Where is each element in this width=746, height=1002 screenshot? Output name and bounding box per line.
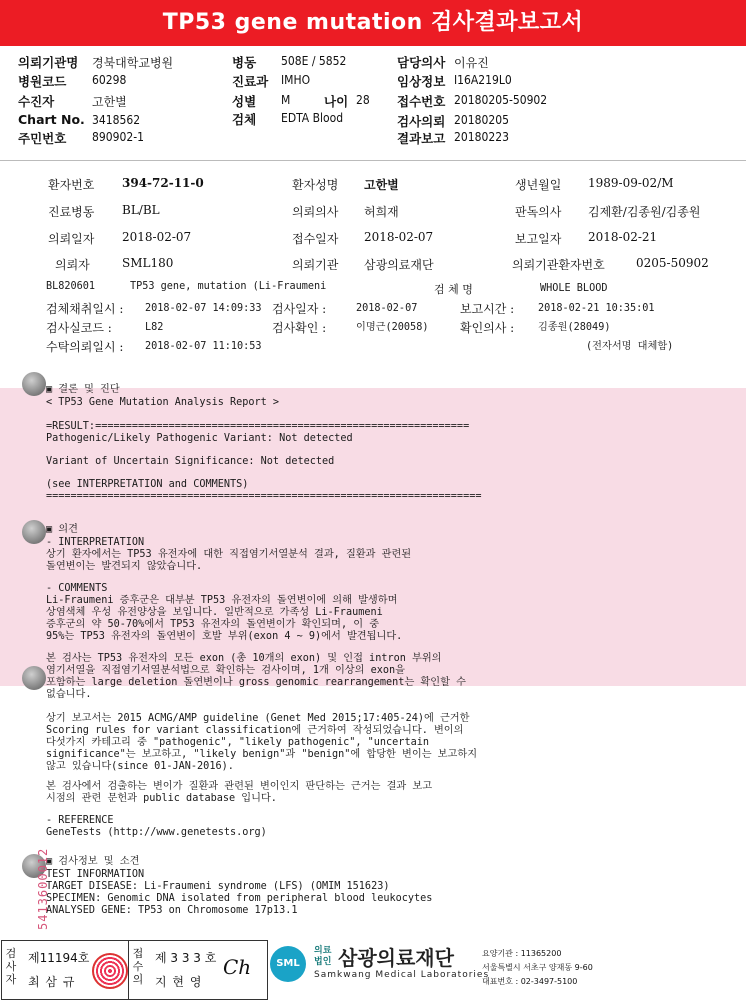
inspector-license: 제11194호: [28, 951, 90, 965]
confirm-key: 검사확인 :: [272, 321, 327, 335]
org-prefix: 의료법인: [314, 946, 332, 967]
consign-value: 2018-02-07 11:10:53: [145, 341, 262, 352]
body-line: GeneTests (http://www.genetests.org): [46, 827, 267, 838]
receipt-date-key: 접수일자: [292, 232, 339, 246]
vertical-document-number: 5413600012: [36, 847, 50, 930]
result-line: Variant of Uncertain Significance: Not detected: [46, 456, 335, 467]
report-date-key: 보고일자: [515, 232, 562, 246]
esign-note: (전자서명 대체함): [586, 341, 674, 352]
header-value: 890902-1: [92, 130, 144, 144]
header-key: 진료과: [232, 74, 269, 89]
header-value: 이유진: [454, 56, 489, 70]
contact-line: 서울특별시 서초구 양재동 9-60: [482, 963, 593, 972]
test-name: TP53 gene, mutation (Li-Fraumeni: [130, 281, 327, 292]
report-date-value: 2018-02-21: [588, 230, 658, 244]
punch-hole: [22, 372, 46, 396]
report-time-key: 보고시간 :: [460, 302, 515, 316]
lab-code-key: 검사실코드 :: [46, 321, 112, 335]
header-key: 성별: [232, 94, 257, 109]
header-value: 508E / 5852: [281, 54, 347, 68]
body-line: 염기서열을 직접염기서열분석법으로 확인하는 검사이며, 1개 이상의 exon을: [46, 665, 405, 676]
body-line: 시점의 관련 문헌과 public database 입니다.: [46, 793, 277, 804]
requester-value: SML180: [122, 256, 174, 270]
test-code: BL820601: [46, 281, 96, 292]
inspector-seal: [92, 953, 128, 989]
body-line: 본 검사에서 검출하는 변이가 질환과 관련된 변이인지 판단하는 근거는 결과 보고: [46, 781, 433, 792]
scanned-report: [0, 162, 746, 937]
punch-hole: [22, 666, 46, 690]
lab-code-value: L82: [145, 322, 164, 333]
body-line: Li-Fraumeni 증후군은 대부분 TP53 유전자의 돌연변이에 의해 발생하며: [46, 595, 398, 606]
receiver-box: [128, 940, 268, 1000]
body-line: 상기 환자에서는 TP53 유전자에 대한 직접염기서열분석 결과, 질환과 관련된: [46, 549, 412, 560]
header-value: 고한별: [92, 95, 127, 109]
org-name: 삼광의료재단: [338, 946, 454, 970]
contact-line: 대표번호 : 02-3497-5100: [482, 977, 578, 986]
punch-hole: [22, 520, 46, 544]
section-heading-conclusion: ▣ 결론 및 진단: [46, 384, 120, 395]
patient-no-value: 394-72-11-0: [122, 176, 204, 190]
specimen-value: WHOLE BLOOD: [540, 283, 608, 294]
receiver-license: 제 3 3 3 호: [155, 951, 217, 965]
result-line: (see INTERPRETATION and COMMENTS): [46, 479, 249, 490]
birth-value: 1989-09-02/M: [588, 176, 674, 190]
age-key: 나이: [324, 94, 349, 109]
body-line: - REFERENCE: [46, 815, 114, 826]
header-value: 경북대학교병원: [92, 56, 174, 70]
header-key: 검체: [232, 112, 257, 127]
inspector-label: 검사자: [5, 947, 17, 986]
header-key: 검사의뢰: [397, 114, 446, 129]
receiver-name: 지 현 영: [155, 975, 203, 989]
requester-key: 의뢰자: [55, 258, 90, 272]
sml-logo: [270, 946, 306, 982]
body-line: 95%는 TP53 유전자의 돌연변이 호발 부위(exon 4 ~ 9)에서 발견됩니다.: [46, 631, 403, 642]
referring-doctor-value: 허희재: [364, 205, 399, 219]
report-subtitle: < TP53 Gene Mutation Analysis Report >: [46, 397, 280, 408]
institution-key: 의뢰기관: [292, 258, 339, 272]
exam-date-key: 검사일자 :: [272, 302, 327, 316]
age-value: 28: [356, 93, 370, 107]
sml-logo-text: SML: [276, 958, 300, 969]
inspector-name: 최 삼 규: [28, 975, 76, 989]
institution-value: 삼광의료재단: [364, 258, 434, 272]
receipt-date-value: 2018-02-07: [364, 230, 434, 244]
body-line: 다섯가지 카테고리 중 "pathogenic", "likely pathogenic", "uncertain: [46, 737, 429, 748]
header-value: 20180205-50902: [454, 93, 548, 107]
inspector-box: [1, 940, 129, 1000]
body-line: significance"는 보고하고, "likely benign"과 "benign"에 합당한 변이는 보고하지: [46, 749, 478, 760]
body-line: SPECIMEN: Genomic DNA isolated from peripheral blood leukocytes: [46, 893, 433, 904]
collect-key: 검체채취일시 :: [46, 302, 124, 316]
receiver-signature: Ch: [223, 955, 252, 979]
contact-line: 요양기관 : 11365200: [482, 949, 562, 958]
body-line: 없습니다.: [46, 689, 92, 700]
confirm-doctor-key: 확인의사 :: [460, 321, 515, 335]
header-value: 3418562: [92, 113, 141, 127]
header-divider: [0, 160, 746, 161]
body-line: - COMMENTS: [46, 583, 108, 594]
request-date-key: 의뢰일자: [48, 232, 95, 246]
report-title: TP53 gene mutation 검사결과보고서: [0, 0, 746, 46]
section-heading-test-info: ▣ 검사정보 및 소견: [46, 856, 140, 867]
exam-date-value: 2018-02-07: [356, 303, 418, 314]
header-value: 20180223: [454, 130, 509, 144]
body-line: Scoring rules for variant classification에 근거하여 작성되었습니다. 변이의: [46, 725, 464, 736]
header-key: 접수번호: [397, 94, 446, 109]
patient-name-value: 고한별: [364, 178, 399, 192]
body-line: TEST INFORMATION: [46, 869, 145, 880]
header-key: 담당의사: [397, 55, 446, 70]
result-rule: =======================================================================: [46, 491, 482, 502]
signature-footer: [0, 938, 746, 1002]
patient-no-key: 환자번호: [48, 178, 95, 192]
body-line: TARGET DISEASE: Li-Fraumeni syndrome (LFS) (OMIM 151623): [46, 881, 390, 892]
referring-doctor-key: 의뢰의사: [292, 205, 339, 219]
body-line: 상염색체 우성 유전양상을 보입니다. 일반적으로 가족성 Li-Fraumeni: [46, 607, 383, 618]
collect-value: 2018-02-07 14:09:33: [145, 303, 262, 314]
birth-key: 생년월일: [515, 178, 562, 192]
header-key: 의뢰기관명: [18, 55, 79, 70]
header-key: 임상정보: [397, 74, 446, 89]
consign-key: 수탁의뢰일시 :: [46, 340, 124, 354]
report-time-value: 2018-02-21 10:35:01: [538, 303, 655, 314]
reading-doctor-key: 판독의사: [515, 205, 562, 219]
body-line: 본 검사는 TP53 유전자의 모든 exon (총 10개의 exon) 및 인접 intron 부위의: [46, 653, 442, 664]
patient-name-key: 환자성명: [292, 178, 339, 192]
receiver-label: 접수의: [132, 947, 144, 986]
result-rule: =RESULT:=============================================================: [46, 421, 470, 432]
header-key: 병원코드: [18, 74, 67, 89]
header-key: 수진자: [18, 94, 55, 109]
body-line: 증후군의 약 50-70%에서 TP53 유전자의 돌연변이가 확인되며, 이 중: [46, 619, 380, 630]
header-value: 60298: [92, 73, 127, 87]
org-english-name: Samkwang Medical Laboratories: [314, 970, 490, 980]
specimen-key: 검 체 명: [434, 283, 473, 296]
body-line: 돌연변이는 발견되지 않았습니다.: [46, 561, 203, 572]
header-value: EDTA Blood: [281, 111, 344, 125]
header-key: 결과보고: [397, 131, 446, 146]
institution-patient-no-value: 0205-50902: [636, 256, 709, 270]
report-header: [0, 46, 746, 160]
body-line: - INTERPRETATION: [46, 537, 145, 548]
header-key: 병동: [232, 55, 257, 70]
header-key: 주민번호: [18, 131, 67, 146]
reading-doctor-value: 김제환/김종원/김종원: [588, 205, 701, 219]
header-value: M: [281, 93, 291, 107]
institution-patient-no-key: 의뢰기관환자번호: [512, 258, 605, 272]
header-key: Chart No.: [18, 112, 85, 127]
body-line: 상기 보고서는 2015 ACMG/AMP guideline (Genet Med 2015;17:405-24)에 근거한: [46, 713, 470, 724]
header-value: 20180205: [454, 113, 509, 127]
ward-key: 진료병동: [48, 205, 95, 219]
body-line: 않고 있습니다(since 01-JAN-2016).: [46, 761, 234, 772]
confirm-doctor-value: 김종원(28049): [538, 322, 611, 333]
header-value: I16A219L0: [454, 73, 512, 87]
confirm-value: 이명근(20058): [356, 322, 429, 333]
request-date-value: 2018-02-07: [122, 230, 192, 244]
header-value: IMHO: [281, 73, 311, 87]
body-line: ANALYSED GENE: TP53 on Chromosome 17p13.1: [46, 905, 298, 916]
result-line: Pathogenic/Likely Pathogenic Variant: Not detected: [46, 433, 353, 444]
ward-value: BL/BL: [122, 203, 160, 217]
section-heading-opinion: ▣ 의견: [46, 524, 78, 535]
body-line: 포함하는 large deletion 돌연변이나 gross genomic rearrangement는 확인할 수: [46, 677, 466, 688]
